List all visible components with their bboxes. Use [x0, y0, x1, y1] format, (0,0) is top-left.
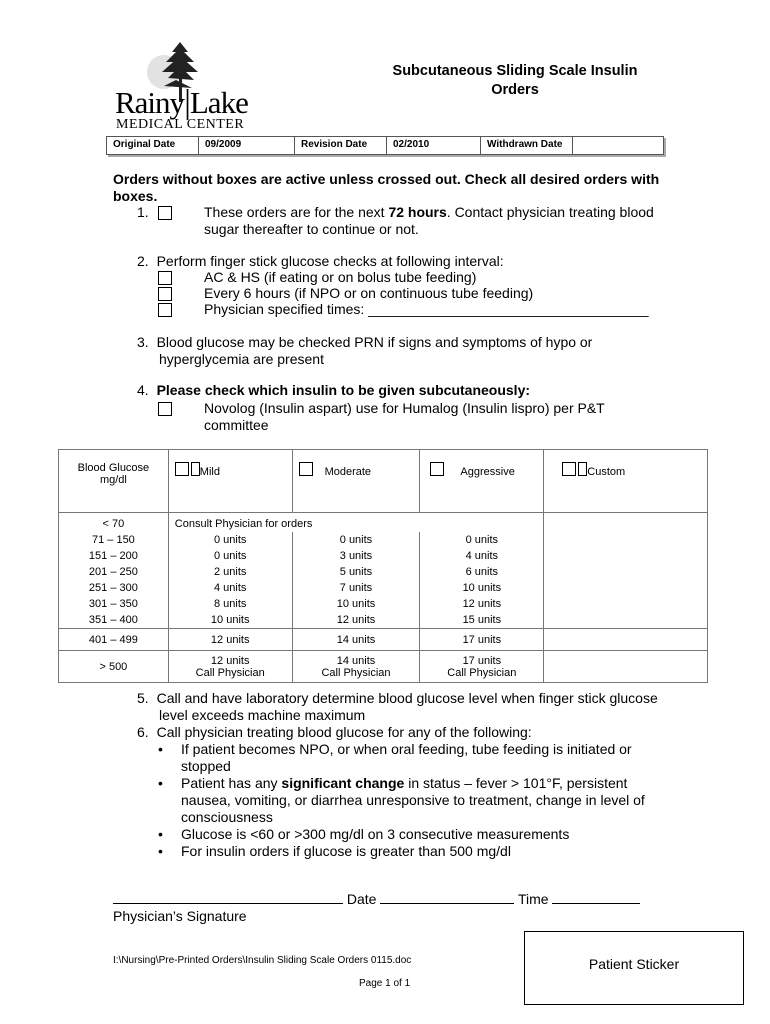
bullet-2-post: in status – fever > 101°F, persistent — [404, 775, 628, 791]
range-cell: 201 – 250 — [59, 564, 169, 580]
original-date-value: 09/2009 — [199, 137, 295, 154]
range-cell: > 500 — [59, 651, 169, 683]
item-2-option-2-checkbox[interactable] — [158, 287, 172, 301]
item-2-option-1-checkbox[interactable] — [158, 271, 172, 285]
title-line-2: Orders — [491, 82, 539, 98]
page-title — [360, 62, 670, 100]
aggressive-cell: 10 units — [420, 580, 544, 596]
aggressive-cell: 0 units — [420, 532, 544, 548]
moderate-cell: 12 units — [292, 612, 420, 629]
sliding-scale-table — [58, 449, 708, 683]
logo-name-left: Rainy — [115, 85, 185, 120]
signature-row — [113, 891, 640, 907]
physician-signature-label: Physician’s Signature — [113, 908, 247, 924]
item-5-line-1: Call and have laboratory determine blood glucose level when finger stick glucose — [156, 690, 658, 706]
custom-checkbox[interactable] — [562, 462, 576, 476]
moderate-cell: 0 units — [292, 532, 420, 548]
header-mild-label: Mild — [199, 466, 220, 478]
mild-cell: 2 units — [168, 564, 292, 580]
custom-cell — [544, 532, 708, 548]
table-row — [59, 513, 708, 533]
mild-call: Call Physician — [195, 666, 265, 679]
moderate-checkbox[interactable] — [299, 462, 313, 476]
bullet-icon: • — [158, 741, 163, 757]
mild-cell — [168, 651, 292, 683]
time-label: Time — [518, 891, 549, 907]
item-5 — [137, 690, 658, 724]
range-cell: 351 – 400 — [59, 612, 169, 629]
item-1 — [137, 204, 149, 221]
time-field[interactable] — [552, 903, 640, 904]
item-5-number: 5. — [137, 690, 149, 706]
custom-cell — [544, 564, 708, 580]
date-label: Date — [346, 891, 377, 907]
intro-line-1: Orders without boxes are active unless crossed out. Check all desired orders with — [113, 171, 660, 187]
custom-cell — [544, 548, 708, 564]
logo-subtitle: MEDICAL CENTER — [116, 117, 245, 132]
item-1-text — [204, 204, 654, 238]
item-6 — [137, 724, 657, 741]
table-row — [59, 612, 708, 629]
range-cell: 301 – 350 — [59, 596, 169, 612]
moderate-cell: 5 units — [292, 564, 420, 580]
table-row — [59, 548, 708, 564]
intro-line-2: boxes. — [113, 188, 158, 204]
title-line-1: Subcutaneous Sliding Scale Insulin — [392, 63, 638, 79]
header-custom — [544, 450, 708, 513]
mild-cell: 8 units — [168, 596, 292, 612]
item-5-line-2: level exceeds machine maximum — [159, 707, 366, 723]
bullet-icon: • — [158, 843, 163, 859]
item-2-option-3: Physician specified times: ____________________________________ — [204, 301, 649, 317]
range-cell: 71 – 150 — [59, 532, 169, 548]
item-2 — [137, 253, 504, 270]
item-4-number: 4. — [137, 382, 149, 398]
range-cell: 151 – 200 — [59, 548, 169, 564]
item-4-option-1-checkbox[interactable] — [158, 402, 172, 416]
table-row — [59, 532, 708, 548]
logo-name: Rainy|Lake — [115, 84, 248, 121]
custom-cell — [544, 580, 708, 596]
patient-sticker-box — [524, 931, 744, 1005]
mild-cell: 0 units — [168, 548, 292, 564]
page-number: Page 1 of 1 — [359, 978, 411, 989]
header-mild — [168, 450, 292, 513]
item-4-text: Please check which insulin to be given subcutaneously: — [156, 382, 531, 398]
item-1-checkbox[interactable] — [158, 206, 172, 220]
aggressive-cell: 12 units — [420, 596, 544, 612]
bullet-icon: • — [158, 826, 163, 842]
header-glucose-line-2: mg/dl — [99, 474, 127, 486]
bullet-2-line-2: nausea, vomiting, or diarrhea unresponsive to treatment, change in level of — [181, 792, 645, 808]
logo — [112, 40, 252, 132]
mild-checkbox-glyph — [191, 462, 200, 476]
custom-cell — [544, 612, 708, 629]
moderate-cell: 7 units — [292, 580, 420, 596]
item-6-text: Call physician treating blood glucose for any of the following: — [156, 724, 532, 740]
header-aggressive — [420, 450, 544, 513]
footer-path: I:\Nursing\Pre-Printed Orders\Insulin Sliding Scale Orders 0115.doc — [113, 955, 412, 966]
mild-units: 12 units — [210, 654, 250, 667]
bullet-item — [158, 826, 658, 843]
item-4-option-1 — [204, 400, 605, 434]
item-2-option-3-checkbox[interactable] — [158, 303, 172, 317]
range-cell: 251 – 300 — [59, 580, 169, 596]
intro-text — [113, 171, 673, 205]
revision-table — [106, 136, 664, 155]
table-row — [59, 651, 708, 683]
item-4 — [137, 382, 530, 399]
bullet-4: For insulin orders if glucose is greater than 500 mg/dl — [181, 843, 511, 859]
range-cell: 401 – 499 — [59, 629, 169, 651]
custom-cell — [544, 596, 708, 612]
custom-checkbox-glyph — [578, 462, 587, 476]
item-2-option-2: Every 6 hours (if NPO or on continuous tube feeding) — [204, 285, 534, 301]
table-row — [59, 596, 708, 612]
bullet-icon: • — [158, 775, 163, 791]
revision-date-label: Revision Date — [295, 137, 387, 154]
item-1-bold: 72 hours — [388, 204, 447, 220]
item-2-number: 2. — [137, 253, 149, 269]
mild-cell: 12 units — [168, 629, 292, 651]
withdrawn-date-label: Withdrawn Date — [481, 137, 573, 154]
moderate-cell: 14 units — [292, 629, 420, 651]
consult-physician-cell: Consult Physician for orders — [168, 513, 420, 533]
item-1-pre: These orders are for the next — [204, 204, 389, 220]
item-6-bullets — [158, 741, 658, 860]
aggressive-call: Call Physician — [447, 666, 517, 679]
logo-name-right: Lake — [189, 85, 248, 120]
moderate-units: 14 units — [336, 654, 376, 667]
patient-sticker-label: Patient Sticker — [588, 956, 680, 972]
table-row — [59, 564, 708, 580]
bullet-2-pre: Patient has any — [181, 775, 282, 791]
moderate-cell: 3 units — [292, 548, 420, 564]
aggressive-cell — [420, 651, 544, 683]
item-3-number: 3. — [137, 334, 149, 350]
header-glucose-line-1: Blood Glucose — [77, 462, 150, 474]
aggressive-cell: 17 units — [420, 629, 544, 651]
mild-checkbox[interactable] — [175, 462, 189, 476]
aggressive-cell: 6 units — [420, 564, 544, 580]
item-6-number: 6. — [137, 724, 149, 740]
aggressive-cell: 15 units — [420, 612, 544, 629]
item-3-line-2: hyperglycemia are present — [159, 351, 324, 367]
bullet-item — [158, 775, 658, 826]
item-1-number: 1. — [137, 204, 149, 220]
original-date-label: Original Date — [107, 137, 199, 154]
moderate-cell — [292, 651, 420, 683]
withdrawn-date-value — [573, 137, 663, 154]
bullet-2-line-3: consciousness — [181, 809, 273, 825]
signature-field[interactable] — [113, 903, 343, 904]
mild-cell: 4 units — [168, 580, 292, 596]
table-header-row — [59, 450, 708, 513]
moderate-cell: 10 units — [292, 596, 420, 612]
bullet-1-line-1: If patient becomes NPO, or when oral feeding, tube feeding is initiated or — [181, 741, 632, 757]
bullet-3: Glucose is <60 or >300 mg/dl on 3 consecutive measurements — [181, 826, 570, 842]
revision-date-value: 02/2010 — [387, 137, 481, 154]
item-4-option-1-line-2: committee — [204, 417, 269, 433]
date-field[interactable] — [380, 903, 514, 904]
header-glucose — [59, 450, 169, 513]
item-1-post: . Contact physician treating blood — [446, 204, 654, 220]
item-3 — [137, 334, 592, 368]
aggressive-units: 17 units — [462, 654, 502, 667]
table-row — [59, 629, 708, 651]
mild-cell: 10 units — [168, 612, 292, 629]
table-row — [59, 580, 708, 596]
mild-cell: 0 units — [168, 532, 292, 548]
item-2-option-1: AC & HS (if eating or on bolus tube feeding) — [204, 269, 477, 285]
bullet-item — [158, 843, 658, 860]
bullet-2-bold: significant change — [281, 775, 405, 791]
item-4-option-1-line-1: Novolog (Insulin aspart) use for Humalog (Insulin lispro) per P&T — [204, 400, 605, 416]
bullet-1-line-2: stopped — [181, 758, 231, 774]
header-aggressive-label: Aggressive — [460, 466, 515, 478]
bullet-item — [158, 741, 658, 775]
item-2-text: Perform finger stick glucose checks at following interval: — [156, 253, 504, 269]
range-cell: < 70 — [59, 513, 169, 533]
custom-cell — [544, 629, 708, 651]
item-3-line-1: Blood glucose may be checked PRN if signs and symptoms of hypo or — [156, 334, 593, 350]
moderate-call: Call Physician — [321, 666, 391, 679]
header-moderate — [292, 450, 420, 513]
custom-cell — [544, 651, 708, 683]
header-custom-label: Custom — [587, 466, 626, 478]
aggressive-checkbox[interactable] — [430, 462, 444, 476]
aggressive-cell: 4 units — [420, 548, 544, 564]
header-moderate-label: Moderate — [324, 466, 372, 478]
item-1-line-2: sugar thereafter to continue or not. — [204, 221, 419, 237]
